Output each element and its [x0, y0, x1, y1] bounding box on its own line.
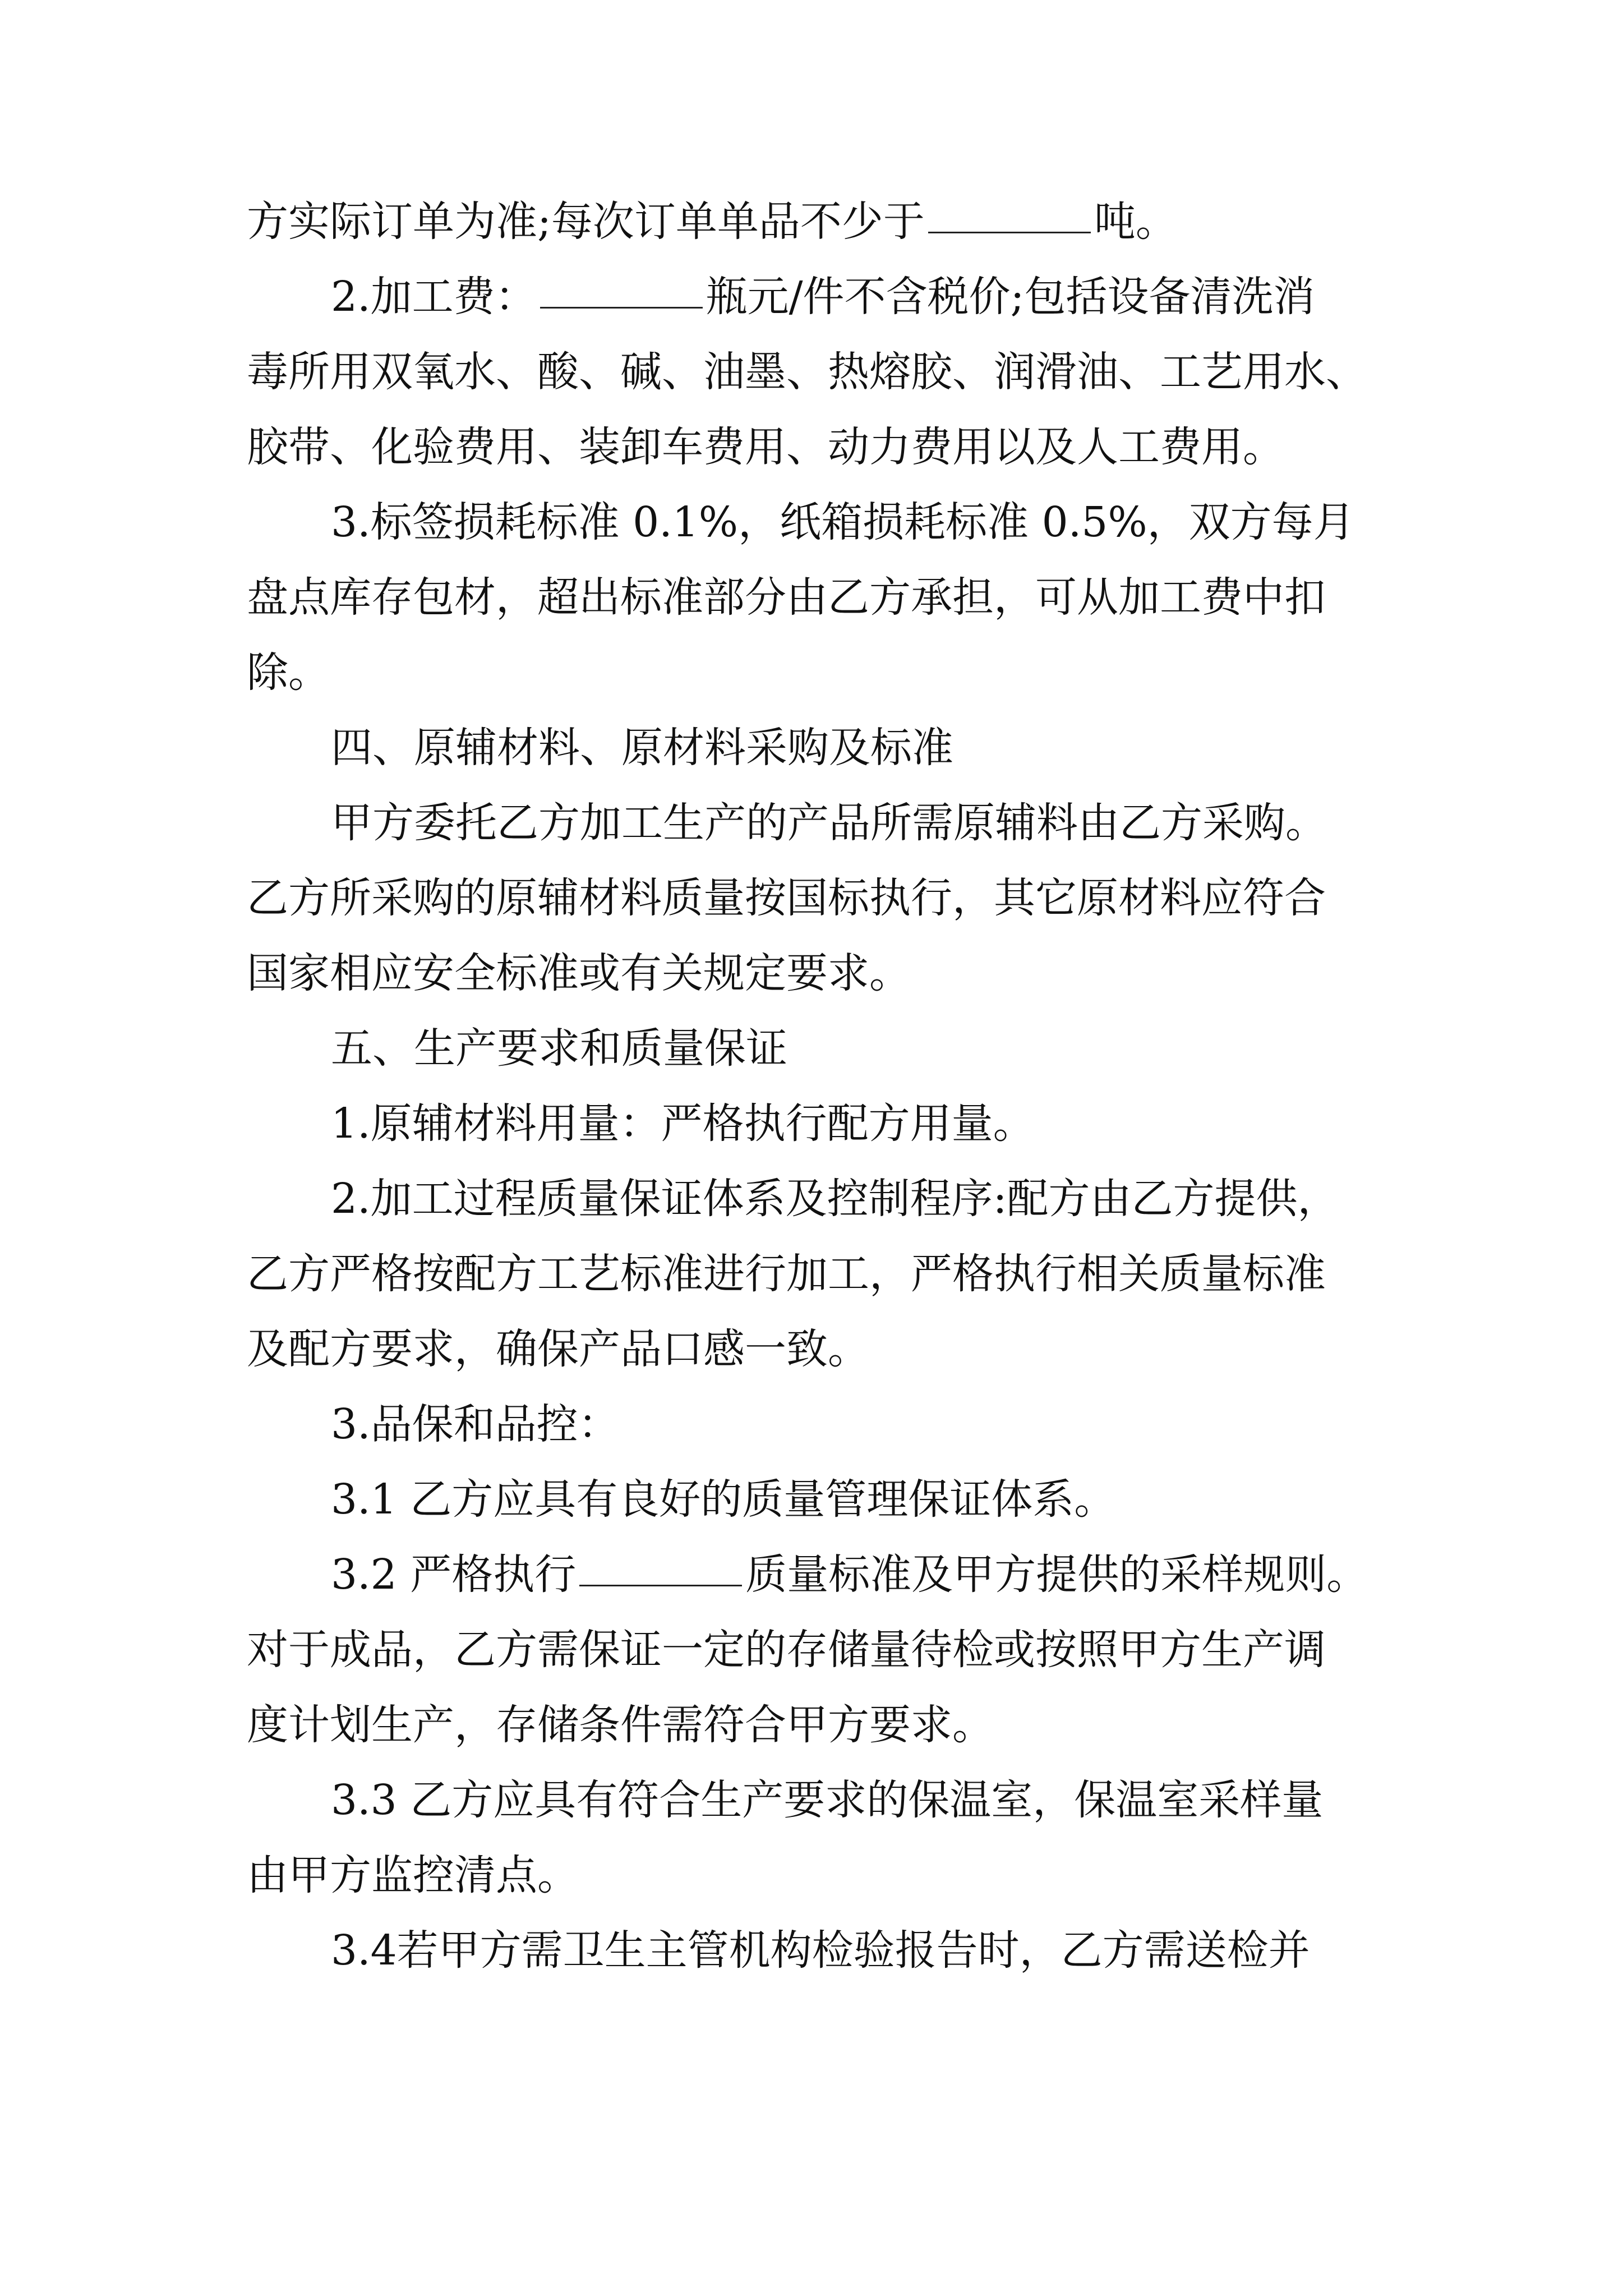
fill-in-blank: [579, 1585, 742, 1586]
text-line: 对于成品，乙方需保证一定的存储量待检或按照甲方生产调: [247, 1626, 1326, 1674]
text-line: 3.标签损耗标准 0.1%，纸箱损耗标准 0.5%，双方每月: [331, 498, 1355, 546]
text-line: 2.加工过程质量保证体系及控制程序:配方由乙方提供，: [331, 1175, 1339, 1223]
fill-in-blank: [540, 307, 703, 309]
text-line: 3.1 乙方应具有良好的质量管理保证体系。: [331, 1475, 1116, 1524]
text-line: 毒所用双氧水、酸、碱、油墨、热熔胶、润滑油、工艺用水、: [247, 348, 1367, 396]
section-heading: 四、原辅材料、原材料采购及标准: [331, 724, 953, 772]
text-line: 除。: [247, 648, 330, 697]
text-line: 乙方严格按配方工艺标准进行加工，严格执行相关质量标准: [247, 1250, 1326, 1298]
text-line: 盘点库存包材，超出标准部分由乙方承担，可从加工费中扣: [247, 573, 1326, 622]
text-line: 2.加工费： 瓶元/件不含税价;包括设备清洗消: [331, 273, 1315, 321]
text-line: 度计划生产，存储条件需符合甲方要求。: [247, 1701, 994, 1749]
text-line: 由甲方监控清点。: [247, 1851, 579, 1899]
text-line: 1.原辅材料用量：严格执行配方用量。: [331, 1099, 1035, 1148]
text-line: 3.2 严格执行 质量标准及甲方提供的采样规则。: [331, 1550, 1368, 1599]
text-line: 甲方委托乙方加工生产的产品所需原辅料由乙方采购。: [331, 799, 1327, 847]
text-line: 乙方所采购的原辅材料质量按国标执行，其它原材料应符合: [247, 874, 1326, 922]
section-heading: 五、生产要求和质量保证: [331, 1024, 787, 1073]
fill-in-blank: [928, 232, 1091, 233]
text-line: 3.3 乙方应具有符合生产要求的保温室，保温室采样量: [331, 1776, 1324, 1824]
text-line: 3.品保和品控：: [331, 1400, 620, 1448]
text-line: 方实际订单为准;每次订单单品不少于 吨。: [247, 197, 1177, 246]
text-line: 国家相应安全标准或有关规定要求。: [247, 949, 911, 997]
text-line: 3.4若甲方需卫生主管机构检验报告时，乙方需送检并: [331, 1926, 1310, 1975]
text-line: 及配方要求，确保产品口感一致。: [247, 1325, 869, 1373]
text-line: 胶带、化验费用、装卸车费用、动力费用以及人工费用。: [247, 423, 1284, 471]
